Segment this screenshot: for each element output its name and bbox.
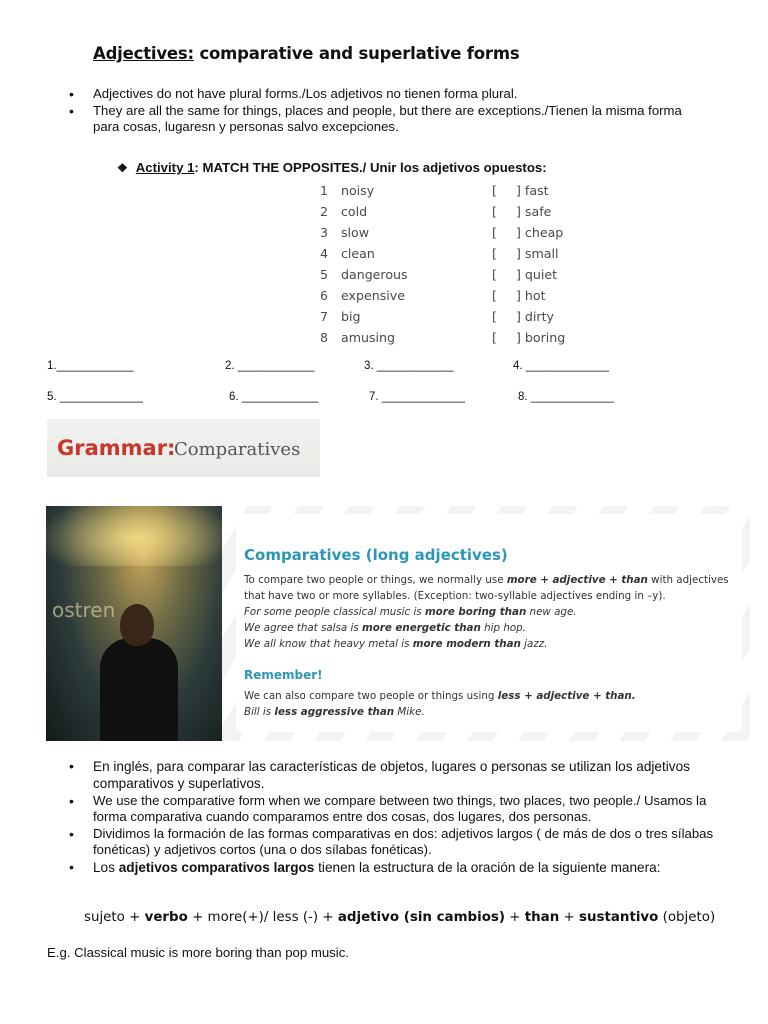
- remember-rule: [244, 688, 636, 704]
- match-row: [314, 183, 594, 204]
- answer-blank-8[interactable]: 8. _____________: [518, 391, 614, 403]
- match-row: [314, 288, 594, 309]
- grammar-word: Grammar:: [57, 436, 176, 460]
- answer-bracket: [: [492, 225, 497, 240]
- left-adjective: expensive: [341, 288, 405, 303]
- example-text: We agree that salsa is: [244, 622, 362, 634]
- row-number: 1: [320, 183, 329, 198]
- example-text: Mike.: [394, 706, 425, 718]
- right-adjective: ] small: [516, 246, 559, 261]
- page-title: [93, 44, 519, 63]
- activity-heading: [117, 160, 547, 175]
- left-adjective: cold: [341, 204, 368, 219]
- bullet-bold-text: adjetivos comparativos largos: [118, 860, 315, 875]
- explanation-bullet: • We use the comparative form when we compare between two things, two places, two people./ Usamos la forma comparativa cuando comparamos entre dos cosas, dos lugares, dos personas.: [69, 793, 729, 825]
- answer-bracket: [: [492, 288, 497, 303]
- singer-figure: [100, 638, 178, 741]
- grammar-subtitle: Comparatives: [174, 439, 301, 460]
- right-adjective: ] safe: [516, 204, 552, 219]
- match-row: [314, 267, 594, 288]
- answer-blank-7[interactable]: 7. _____________: [369, 391, 465, 403]
- formula-bold: than: [524, 910, 560, 925]
- left-adjective: dangerous: [341, 267, 408, 282]
- rule-line-1: [244, 572, 729, 588]
- answer-bracket: [: [492, 246, 497, 261]
- comparatives-panel: [46, 506, 750, 741]
- panel-heading: Comparatives (long adjectives): [244, 546, 508, 564]
- formula-part: (objeto): [658, 910, 716, 925]
- example-line-1: [244, 604, 577, 620]
- title-rest: comparative and superlative forms: [193, 44, 520, 63]
- row-number: 5: [320, 267, 329, 282]
- explanation-bullet: • Dividimos la formación de las formas comparativas en dos: adjetivos largos ( de más de dos o tres sílabas fonéticas) y adjetivos cortos (una o dos sílabas fonéticas).: [69, 826, 729, 858]
- answer-blank-5[interactable]: 5. _____________: [47, 391, 143, 403]
- example-text: For some people classical music is: [244, 606, 425, 618]
- match-row: [314, 204, 594, 225]
- remember-heading: Remember!: [244, 668, 323, 682]
- right-adjective: ] quiet: [516, 267, 558, 282]
- left-adjective: big: [341, 309, 361, 324]
- right-adjective: ] dirty: [516, 309, 554, 324]
- formula-bold: sustantivo: [579, 910, 659, 925]
- answer-blank-2[interactable]: 2. ____________: [225, 360, 315, 372]
- example-bold: more boring than: [424, 606, 527, 618]
- answer-blank-1[interactable]: 1.____________: [47, 360, 134, 372]
- explanation-bullet: [69, 859, 729, 876]
- example-bold: more modern than: [412, 638, 521, 650]
- example-text: new age.: [526, 606, 577, 618]
- explanation-bullet: • En inglés, para comparar las características de objetos, lugares o personas se utilizan los adjetivos comparativos y superlativos.: [69, 758, 729, 792]
- example-sentence: E.g. Classical music is more boring than pop music.: [47, 945, 349, 960]
- left-adjective: noisy: [341, 183, 375, 198]
- answer-bracket: [: [492, 309, 497, 324]
- right-adjective: ] fast: [516, 183, 549, 198]
- answer-blank-3[interactable]: 3. ____________: [364, 360, 454, 372]
- answer-bracket: [: [492, 267, 497, 282]
- example-text: Bill is: [244, 706, 275, 718]
- formula-bold: verbo: [144, 910, 188, 925]
- rule-text: To compare two people or things, we normally use: [244, 574, 507, 586]
- bullet-text: Los: [93, 860, 119, 875]
- left-adjective: clean: [341, 246, 375, 261]
- bullet-text: tienen la estructura de la oración de la siguiente manera:: [314, 860, 661, 875]
- singer-head: [120, 604, 154, 646]
- right-adjective: ] hot: [516, 288, 546, 303]
- left-adjective: amusing: [341, 330, 396, 345]
- formula-part: +: [505, 910, 525, 925]
- grammar-banner: [47, 419, 320, 477]
- right-adjective: ] boring: [516, 330, 566, 345]
- row-number: 3: [320, 225, 329, 240]
- diamond-bullet-icon: ❖: [117, 161, 128, 175]
- answer-bracket: [: [492, 330, 497, 345]
- example-text: We all know that heavy metal is: [244, 638, 413, 650]
- formula-part: +: [559, 910, 579, 925]
- example-bold: more energetic than: [361, 622, 481, 634]
- left-adjective: slow: [341, 225, 370, 240]
- rule-formula: less + adjective + than.: [497, 690, 636, 702]
- match-row: [314, 309, 594, 330]
- right-adjective: ] cheap: [516, 225, 564, 240]
- concert-photo: [46, 506, 222, 741]
- sentence-formula: [84, 910, 715, 925]
- formula-part: sujeto +: [84, 910, 145, 925]
- intro-bullet-list: [69, 86, 709, 136]
- remember-example: [244, 704, 425, 720]
- activity-label: Activity 1: [135, 160, 195, 175]
- rule-formula: more + adjective + than: [506, 574, 648, 586]
- row-number: 7: [320, 309, 329, 324]
- match-opposites-table: [314, 183, 594, 351]
- answer-blank-4[interactable]: 4. _____________: [513, 360, 609, 372]
- row-number: 6: [320, 288, 329, 303]
- rule-line-2: that have two or more syllables. (Exception: two-syllable adjectives ending in –y).: [244, 590, 666, 602]
- answer-blank-6[interactable]: 6. ____________: [229, 391, 319, 403]
- rule-text: We can also compare two people or things using: [244, 690, 498, 702]
- example-text: hip hop.: [480, 622, 526, 634]
- intro-bullet: • They are all the same for things, places and people, but there are exceptions./Tienen la misma forma para cosas, lugaresn y personas salvo excepciones.: [69, 103, 709, 135]
- photo-banner-text: ostren: [52, 598, 116, 622]
- row-number: 8: [320, 330, 329, 345]
- activity-text: : MATCH THE OPPOSITES./ Unir los adjetivos opuestos:: [194, 160, 547, 175]
- example-text: jazz.: [520, 638, 548, 650]
- formula-part: + more(+)/ less (-) +: [187, 910, 338, 925]
- example-line-3: [244, 636, 547, 652]
- example-bold: less aggressive than: [274, 706, 395, 718]
- match-row: [314, 330, 594, 351]
- example-line-2: [244, 620, 526, 636]
- match-row: [314, 225, 594, 246]
- row-number: 4: [320, 246, 329, 261]
- title-underlined: Adjectives:: [93, 44, 194, 63]
- row-number: 2: [320, 204, 329, 219]
- rule-text: with adjectives: [647, 574, 729, 586]
- match-row: [314, 246, 594, 267]
- answer-bracket: [: [492, 183, 497, 198]
- answer-bracket: [: [492, 204, 497, 219]
- intro-bullet: • Adjectives do not have plural forms./Los adjetivos no tienen forma plural.: [69, 86, 709, 102]
- stage-light: [46, 506, 222, 566]
- explanation-bullet-list: [69, 758, 729, 877]
- formula-bold: adjetivo (sin cambios): [337, 910, 506, 925]
